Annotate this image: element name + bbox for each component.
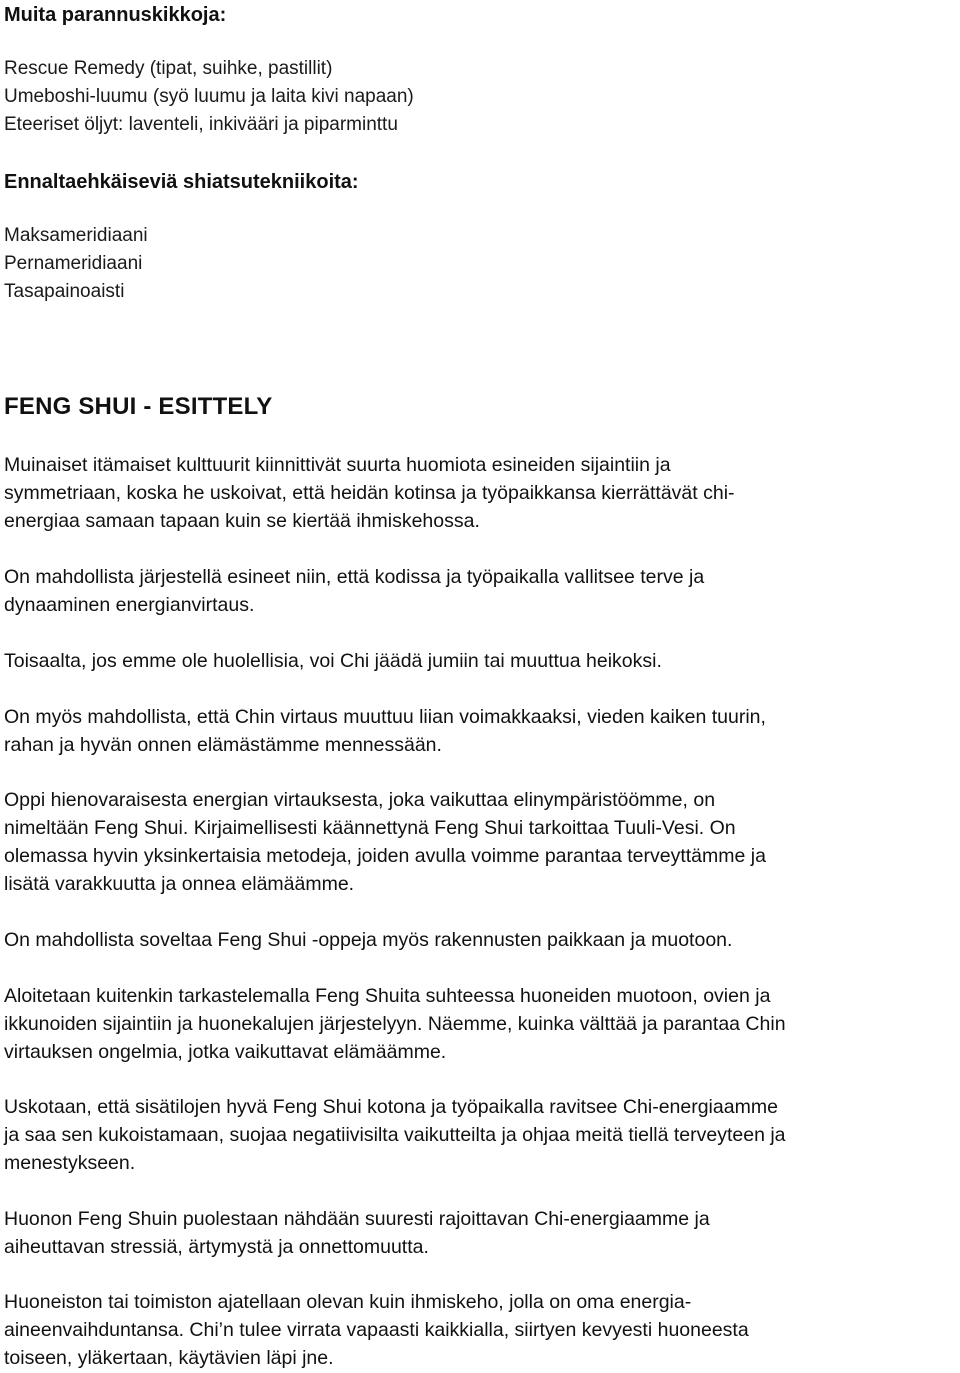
paragraph [4,926,732,954]
paragraph-line: ikkunoiden sijaintiin ja huonekalujen järjestelyyn. Näemme, kuinka välttää ja parantaa Chin [4,1013,786,1035]
paragraph-line: Toisaalta, jos emme ole huolellisia, voi Chi jäädä jumiin tai muuttua heikoksi. [4,650,662,672]
remedies-heading: Muita parannuskikkoja: [4,4,227,26]
paragraph-line: nimeltään Feng Shui. Kirjaimellisesti käännettynä Feng Shui tarkoittaa Tuuli-Vesi. On [4,817,736,839]
paragraph-line: symmetriaan, koska he uskoivat, että heidän kotinsa ja työpaikkansa kierrättävät chi- [4,482,735,504]
paragraph-line: Huonon Feng Shuin puolestaan nähdään suuresti rajoittavan Chi-energiaamme ja [4,1208,710,1230]
paragraph-line: dynaaminen energianvirtaus. [4,594,255,616]
paragraph-line: Aloitetaan kuitenkin tarkastelemalla Feng Shuita suhteessa huoneiden muotoon, ovien ja [4,985,771,1007]
list-item: Tasapainoaisti [4,281,125,302]
list-item: Umeboshi-luumu (syö luumu ja laita kivi napaan) [4,86,414,107]
paragraph-line: energiaa samaan tapaan kuin se kiertää ihmiskehossa. [4,510,480,532]
paragraph-line: rahan ja hyvän onnen elämästämme mennessään. [4,734,442,756]
paragraph-line: lisätä varakkuutta ja onnea elämäämme. [4,873,355,895]
shiatsu-heading: Ennaltaehkäiseviä shiatsutekniikoita: [4,171,359,193]
paragraph-line: virtauksen ongelmia, jotka vaikuttavat elämäämme. [4,1041,447,1063]
list-item: Pernameridiaani [4,253,143,274]
paragraph [4,647,662,675]
list-item: Rescue Remedy (tipat, suihke, pastillit) [4,58,333,79]
paragraph [4,982,786,1066]
paragraph-line: ja saa sen kukoistamaan, suojaa negatiivisilta vaikutteilta ja ohjaa meitä tiellä terveyteen ja [4,1124,786,1146]
paragraph-line: aineenvaihduntansa. Chi’n tulee virrata vapaasti kaikkialla, siirtyen kevyesti huoneesta [4,1319,749,1341]
paragraph-line: On mahdollista järjestellä esineet niin, että kodissa ja työpaikalla vallitsee terve ja [4,566,705,588]
paragraph [4,1288,749,1372]
paragraph [4,563,704,619]
paragraph-line: menestykseen. [4,1152,136,1174]
paragraph-line: olemassa hyvin yksinkertaisia metodeja, joiden avulla voimme parantaa terveyttämme ja [4,845,766,867]
paragraph-line: On myös mahdollista, että Chin virtaus muuttuu liian voimakkaaksi, vieden kaiken tuurin, [4,706,766,728]
remedies-list [4,55,414,139]
paragraph [4,1093,786,1177]
paragraph [4,786,766,898]
paragraph-line: Muinaiset itämaiset kulttuurit kiinnittivät suurta huomiota esineiden sijaintiin ja [4,454,671,476]
paragraph-line: Huoneiston tai toimiston ajatellaan olevan kuin ihmiskeho, jolla on oma energia- [4,1291,692,1313]
paragraph [4,703,766,759]
paragraph [4,451,735,535]
list-item: Eteeriset öljyt: laventeli, inkivääri ja piparminttu [4,114,398,135]
paragraph-line: toiseen, yläkertaan, käytävien läpi jne. [4,1347,334,1369]
paragraph-line: Uskotaan, että sisätilojen hyvä Feng Shui kotona ja työpaikalla ravitsee Chi-energiaamme [4,1096,778,1118]
shiatsu-list [4,222,148,306]
fengshui-title: FENG SHUI - ESITTELY [4,393,273,420]
paragraph-line: Oppi hienovaraisesta energian virtauksesta, joka vaikuttaa elinympäristöömme, on [4,789,716,811]
paragraph-line: aiheuttavan stressiä, ärtymystä ja onnettomuutta. [4,1236,429,1258]
paragraph [4,1205,710,1261]
list-item: Maksameridiaani [4,225,148,246]
paragraph-line: On mahdollista soveltaa Feng Shui -oppeja myös rakennusten paikkaan ja muotoon. [4,929,733,951]
